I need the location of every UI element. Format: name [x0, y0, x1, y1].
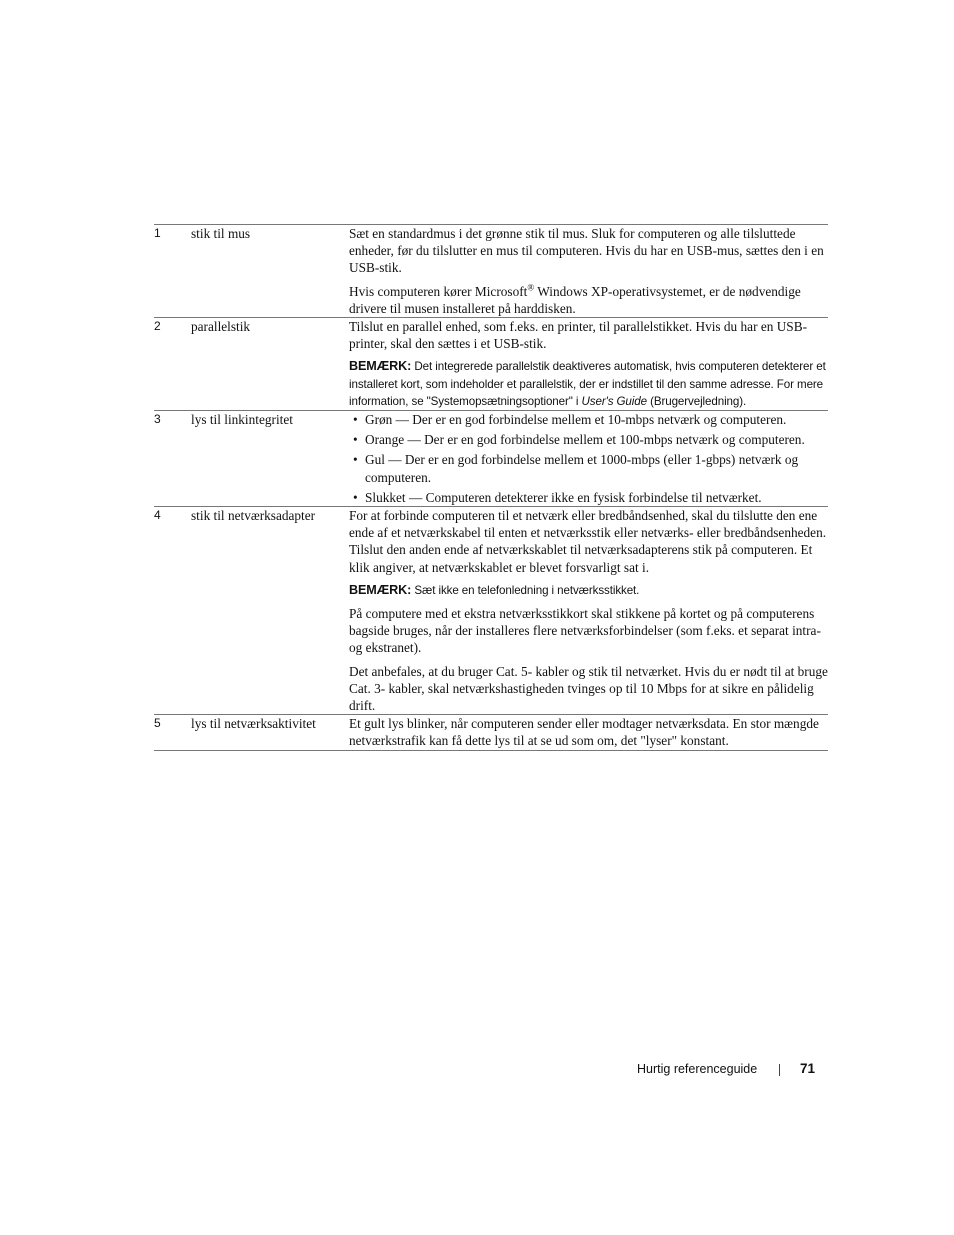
note-label: BEMÆRK:	[349, 359, 412, 374]
text-span: Windows XP-operativsystemet, er de nødvendige drivere til musen installeret på harddisken.	[349, 283, 801, 316]
note-label: BEMÆRK:	[349, 582, 412, 597]
connector-description	[349, 318, 828, 411]
description-paragraph: Et gult lys blinker, når computeren sender eller modtager netværksdata. En stor mængde netværkstrafik kan få dette lys til at se ud som om, det "lyser" konstant.	[349, 716, 819, 749]
connector-reference-table	[154, 224, 828, 751]
note-text-end: (Brugervejledning).	[646, 394, 747, 408]
note-italic: User's Guide	[581, 394, 647, 408]
connector-label: stik til netværksadapter	[191, 508, 316, 524]
table-row	[154, 715, 828, 750]
footer-title: Hurtig referenceguide	[637, 1062, 758, 1076]
connector-label: stik til mus	[191, 226, 251, 241]
status-list	[349, 411, 828, 506]
connector-description	[349, 411, 828, 507]
connector-label: parallelstik	[191, 319, 251, 335]
list-item: • Orange — Der er en god forbindelse mellem et 100-mbps netværk og computeren.	[349, 431, 828, 448]
description-paragraph: Tilslut en parallel enhed, som f.eks. en printer, til parallelstikket. Hvis du har en USB-printer, skal den sættes i et USB-stik.	[349, 319, 808, 352]
connector-description	[349, 715, 828, 750]
row-number: 4	[154, 508, 161, 523]
list-item: • Slukket — Computeren detekterer ikke en fysisk forbindelse til netværket.	[349, 489, 828, 506]
note-text: Det integrerede parallelstik deaktiveres automatisk, hvis computeren detekterer et installeret kort, som indeholder et parallelstik, der er indstillet til den samme adresse. For mere information, se "Systemopsætningsoptioner" i	[349, 360, 826, 408]
text-span: Hvis computeren kører Microsoft	[349, 283, 528, 299]
row-number: 2	[154, 319, 161, 334]
connector-description	[349, 225, 828, 318]
list-item: • Gul — Der er en god forbindelse mellem et 1000-mbps (eller 1-gbps) netværk og computeren.	[349, 451, 828, 485]
connector-label: lys til netværksaktivitet	[191, 716, 316, 732]
registered-mark: ®	[527, 282, 535, 293]
row-number: 3	[154, 412, 161, 427]
connector-label: lys til linkintegritet	[191, 412, 293, 428]
description-paragraph: Det anbefales, at du bruger Cat. 5- kabler og stik til netværket. Hvis du er nødt til at bruge Cat. 3- kabler, skal netværkshastigheden tvinges op til 10 Mbps for at sikre en pålidelig drift.	[349, 663, 828, 714]
row-number: 5	[154, 716, 161, 731]
note-box	[349, 358, 828, 410]
connector-description	[349, 507, 828, 715]
table-row	[154, 225, 828, 318]
note-text: Sæt ikke en telefonledning i netværksstikket.	[411, 583, 640, 597]
table-row	[154, 507, 828, 715]
description-paragraph: Sæt en standardmus i det grønne stik til mus. Sluk for computeren og alle tilsluttede enheder, før du tilslutter en mus til computeren. Hvis du har en USB-mus, sættes den i en USB-stik.	[349, 226, 824, 276]
table-row	[154, 318, 828, 411]
description-paragraph	[349, 283, 828, 317]
description-paragraph: På computere med et ekstra netværksstikkort skal stikkene på kortet og på computerens bagside bruges, når der installeres flere netværksforbindelser (som f.eks. et separat intra- og ekstranet).	[349, 606, 821, 656]
list-item: • Grøn — Der er en god forbindelse mellem et 10-mbps netværk og computeren.	[349, 411, 828, 428]
note-box	[349, 582, 828, 599]
table-row	[154, 411, 828, 507]
description-paragraph: For at forbinde computeren til et netværk eller bredbåndsenhed, skal du tilslutte den ene ende af et netværkskabel til enten et netværksstik eller netværks- eller bredbåndsenheden. Tilslut den anden ende af netværkskablet til netværksadapterens stik på computeren. Et klik angiver, at netværkskablet er blevet forsvarligt sat i.	[349, 508, 827, 575]
page-number: 71	[800, 1061, 816, 1076]
footer-divider	[779, 1064, 780, 1076]
row-number: 1	[154, 226, 161, 240]
page-footer	[600, 1062, 830, 1082]
